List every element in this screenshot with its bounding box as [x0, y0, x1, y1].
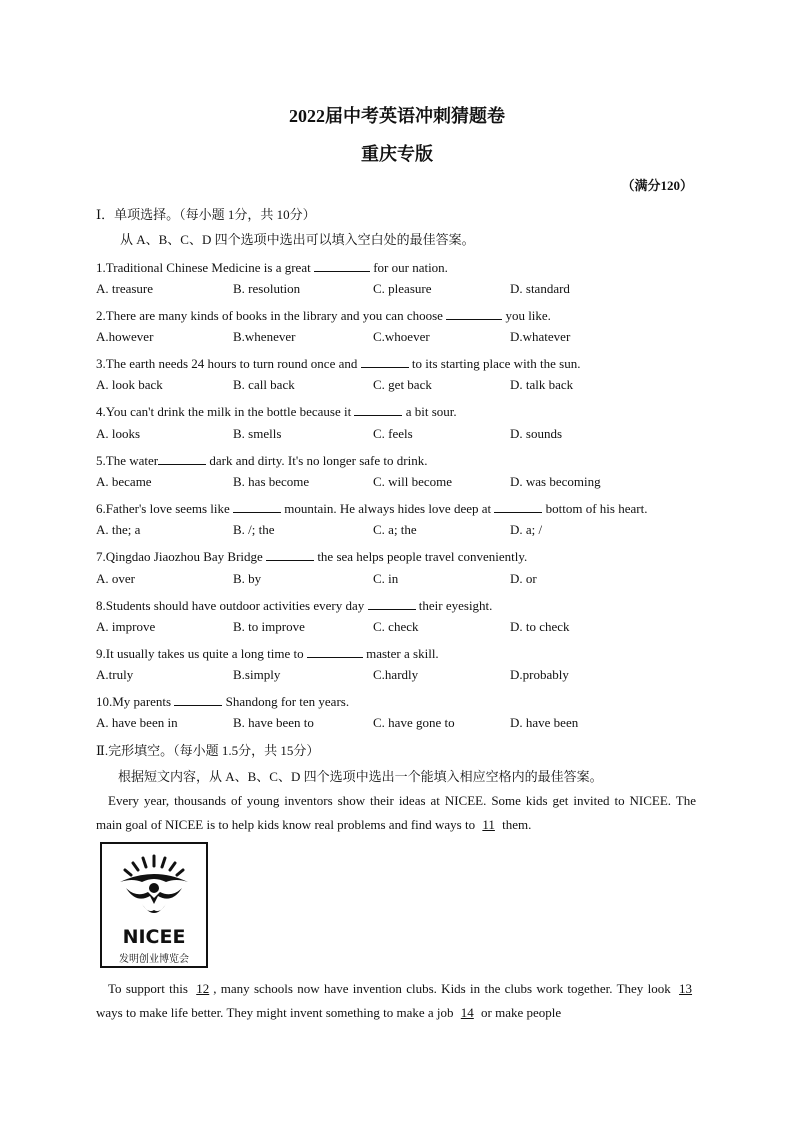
- option-c[interactable]: C. a; the: [373, 522, 417, 537]
- section1-instruction: 从 A、B、C、D 四个选项中选出可以填入空白处的最佳答案。: [120, 232, 475, 247]
- answer-blank[interactable]: [361, 353, 409, 368]
- passage-paragraph: To support this 12 , many schools now have invention clubs. Kids in the clubs work together. They look 13 ways to make life better. They might invent something to make a job 14 or make people: [96, 977, 696, 1025]
- exam-title: 2022届中考英语冲刺猜题卷: [289, 106, 505, 126]
- option-a[interactable]: A. treasure: [96, 281, 154, 296]
- option-d[interactable]: D. a; /: [510, 522, 543, 537]
- answer-blank[interactable]: [307, 643, 363, 658]
- option-d[interactable]: D. sounds: [510, 426, 563, 441]
- answer-blank[interactable]: [158, 450, 206, 465]
- passage-paragraph: Every year, thousands of young inventors show their ideas at NICEE. Some kids get invited to NICEE. The main goal of NICEE is to help kids know real problems and find ways to 11 them.: [96, 793, 696, 832]
- option-c[interactable]: C. check: [373, 619, 419, 634]
- question-stem: 9.It usually takes us quite a long time to master a skill.: [96, 643, 439, 662]
- question-stem: 7.Qingdao Jiaozhou Bay Bridge the sea helps people travel conveniently.: [96, 546, 527, 565]
- option-b[interactable]: B. resolution: [233, 281, 301, 296]
- cloze-blank-11[interactable]: 11: [482, 817, 495, 832]
- option-d[interactable]: D. standard: [510, 281, 570, 296]
- option-d[interactable]: D. was becoming: [510, 474, 601, 489]
- option-b[interactable]: B.simply: [233, 667, 281, 682]
- section2-heading: Ⅱ.完形填空。（每小题 1.5分，共 15分）: [96, 743, 320, 758]
- option-d[interactable]: D. have been: [510, 715, 579, 730]
- option-d[interactable]: D. or: [510, 571, 537, 586]
- answer-blank[interactable]: [354, 401, 402, 416]
- logo-name: NICEE: [122, 926, 186, 948]
- nicee-logo: [100, 842, 208, 968]
- answer-blank[interactable]: [494, 498, 542, 513]
- option-a[interactable]: A. improve: [96, 619, 156, 634]
- option-a[interactable]: A.however: [96, 329, 154, 344]
- section2-instruction: 根据短文内容，从 A、B、C、D 四个选项中选出一个能填入相应空格内的最佳答案。: [118, 769, 603, 784]
- option-c[interactable]: C. will become: [373, 474, 453, 489]
- question-stem: 6.Father's love seems like mountain. He always hides love deep at bottom of his heart.: [96, 498, 647, 517]
- option-a[interactable]: A. looks: [96, 426, 141, 441]
- question-stem: 3.The earth needs 24 hours to turn round once and to its starting place with the sun.: [96, 353, 581, 372]
- option-b[interactable]: B. call back: [233, 377, 295, 392]
- logo-subtitle: 发明创业博览会: [119, 954, 189, 965]
- option-a[interactable]: A. have been in: [96, 715, 178, 730]
- option-c[interactable]: C. feels: [373, 426, 413, 441]
- option-c[interactable]: C. get back: [373, 377, 432, 392]
- cloze-blank-13[interactable]: 13: [679, 981, 693, 996]
- option-d[interactable]: D.probably: [510, 667, 569, 682]
- answer-blank[interactable]: [174, 691, 222, 706]
- answer-blank[interactable]: [368, 595, 416, 610]
- option-c[interactable]: C.hardly: [373, 667, 419, 682]
- answer-blank[interactable]: [266, 546, 314, 561]
- option-c[interactable]: C. have gone to: [373, 715, 455, 730]
- option-b[interactable]: B. has become: [233, 474, 310, 489]
- option-d[interactable]: D.whatever: [510, 329, 571, 344]
- option-b[interactable]: B. to improve: [233, 619, 305, 634]
- answer-blank[interactable]: [233, 498, 281, 513]
- option-b[interactable]: B. have been to: [233, 715, 314, 730]
- option-a[interactable]: A. look back: [96, 377, 163, 392]
- option-a[interactable]: A. became: [96, 474, 152, 489]
- question-stem: 5.The water dark and dirty. It's no longer safe to drink.: [96, 450, 427, 469]
- question-stem: 1.Traditional Chinese Medicine is a great for our nation.: [96, 257, 448, 276]
- option-c[interactable]: C. pleasure: [373, 281, 432, 296]
- option-d[interactable]: D. to check: [510, 619, 570, 634]
- question-stem: 10.My parents Shandong for ten years.: [96, 691, 349, 710]
- exam-subtitle: 重庆专版: [361, 144, 433, 164]
- option-b[interactable]: B.whenever: [233, 329, 296, 344]
- option-b[interactable]: B. smells: [233, 426, 282, 441]
- option-b[interactable]: B. /; the: [233, 522, 275, 537]
- nicee-emblem-icon: [116, 852, 192, 926]
- option-c[interactable]: C.whoever: [373, 329, 430, 344]
- full-score: （满分120）: [621, 178, 693, 193]
- option-a[interactable]: A.truly: [96, 667, 134, 682]
- option-d[interactable]: D. talk back: [510, 377, 574, 392]
- option-c[interactable]: C. in: [373, 571, 399, 586]
- answer-blank[interactable]: [446, 305, 502, 320]
- question-stem: 4.You can't drink the milk in the bottle because it a bit sour.: [96, 401, 457, 420]
- cloze-blank-14[interactable]: 14: [460, 1005, 474, 1020]
- option-a[interactable]: A. the; a: [96, 522, 141, 537]
- section1-heading: Ⅰ．单项选择。（每小题 1分，共 10分）: [96, 207, 316, 222]
- option-a[interactable]: A. over: [96, 571, 135, 586]
- question-stem: 8.Students should have outdoor activities every day their eyesight.: [96, 595, 492, 614]
- question-stem: 2.There are many kinds of books in the library and you can choose you like.: [96, 305, 551, 324]
- answer-blank[interactable]: [314, 257, 370, 272]
- cloze-blank-12[interactable]: 12: [196, 981, 210, 996]
- option-b[interactable]: B. by: [233, 571, 262, 586]
